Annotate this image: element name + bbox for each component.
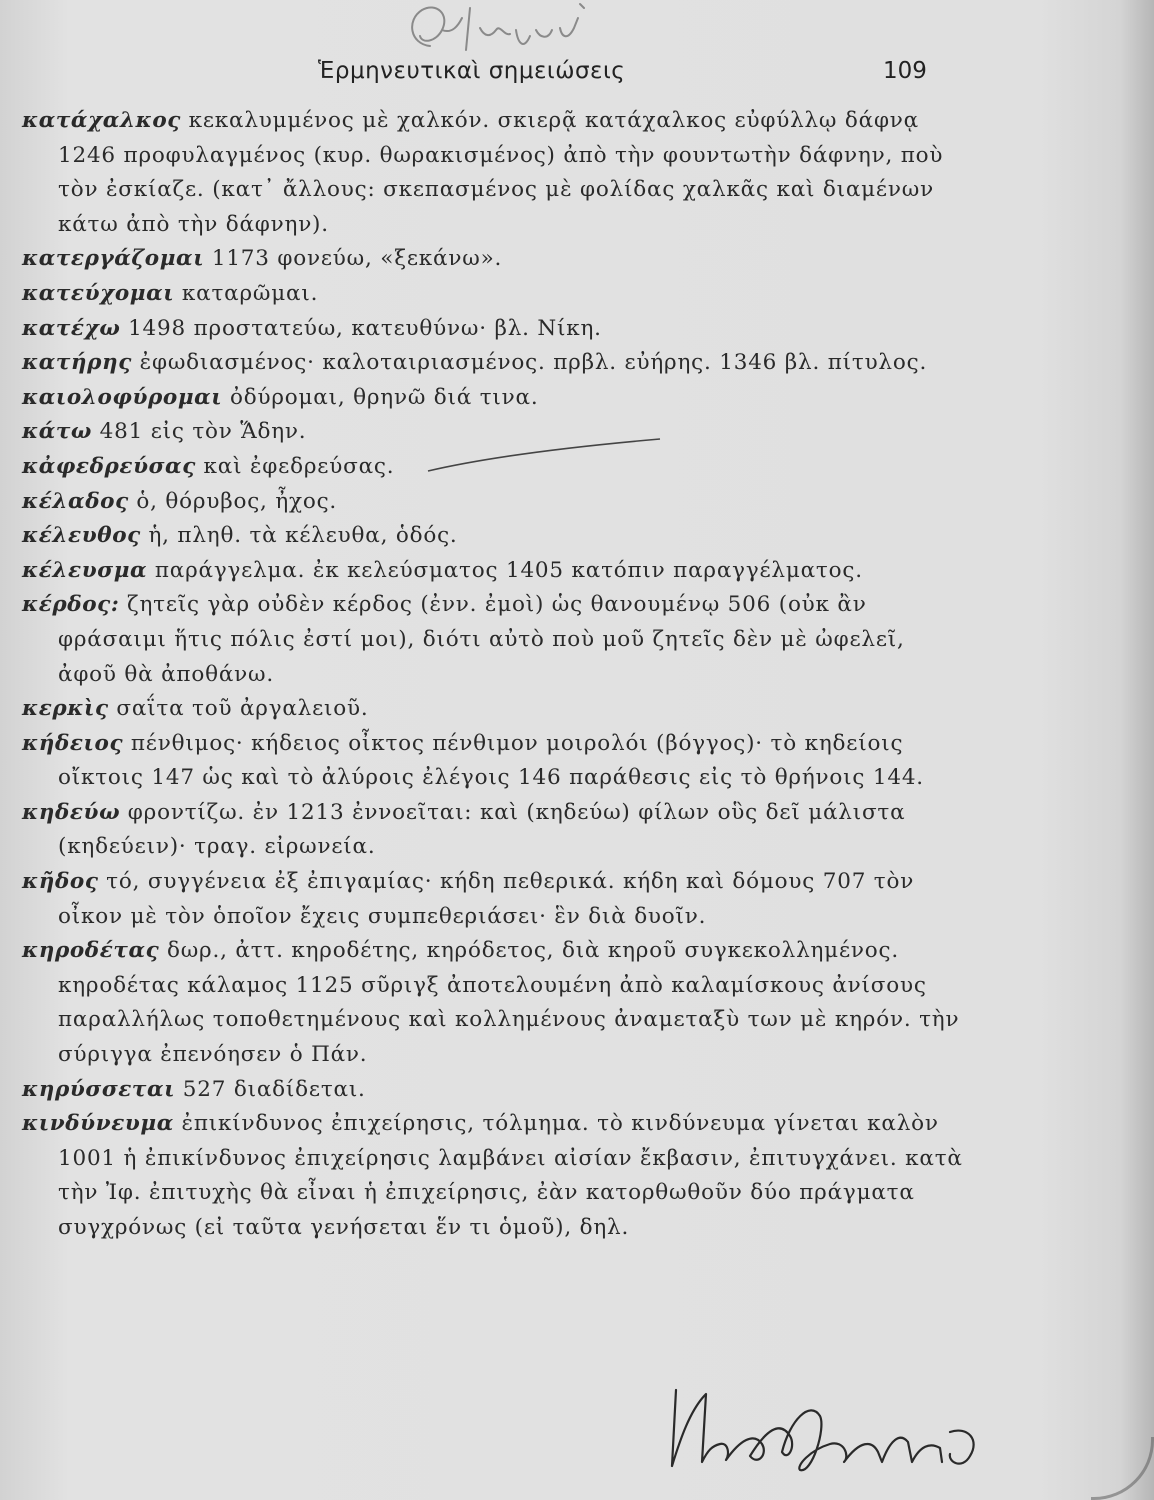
pen-strikethrough-mark [398, 427, 668, 477]
entry-definition: ὁ, θόρυβος, ἦχος. [136, 488, 338, 514]
glossary-entry [22, 104, 970, 242]
entry-definition: 527 διαδίδεται. [182, 1076, 366, 1102]
entry-lemma: κατέχω [22, 315, 121, 341]
glossary-entry [22, 865, 970, 934]
glossary-entry [22, 588, 970, 692]
entry-definition: δωρ., ἀττ. κηροδέτης, κηρόδετος, διὰ κηροῦ συγκεκολλημένος. κηροδέτας κάλαμος 1125 σῦριγξ ἀποτελουμένη ἀπὸ καλαμίσκους ἀνίσους παραλλήλως τοποθετημένους καὶ κολλημένους ἀναμεταξὺ των μὲ κηρόν. τὴν σύριγγα ἐπενόησεν ὁ Πάν. [58, 938, 960, 1068]
entry-lemma: κἀφεδρεύσας [22, 453, 196, 479]
entry-lemma: κηροδέτας [22, 938, 160, 964]
entry-lemma: κατεύχομαι [22, 280, 175, 306]
entry-lemma: κήδειος [22, 730, 124, 756]
entry-definition: ἐπικίνδυνος ἐπιχείρησις, τόλμημα. τὸ κινδύνευμα γίνεται καλὸν 1001 ἡ ἐπικίνδυνος ἐπιχείρησις λαμβάνει αἰσίαν ἔκβασιν, ἐπιτυγχάνει. κατὰ τὴν Ἰφ. ἐπιτυχὴς θὰ εἶναι ἡ ἐπιχείρησις, ἐὰν κατορθωθοῦν δύο πράγματα συγχρόνως (εἰ ταῦτα γενήσεται ἕν τι ὁμοῦ), δηλ. [58, 1111, 963, 1240]
entry-lemma: καιολοφύρομαι [22, 384, 223, 410]
glossary-entry [22, 1073, 970, 1108]
entry-definition: ὀδύρομαι, θρηνῶ διά τινα. [229, 384, 539, 410]
entry-definition: 481 εἰς τὸν Ἅδην. [99, 419, 307, 445]
glossary-entry [22, 381, 970, 416]
entry-definition: φροντίζω. ἐν 1213 ἐννοεῖται: καὶ (κηδεύω) φίλων οὓς δεῖ μάλιστα (κηδεύειν)· τραγ. εἰρωνεία. [58, 799, 906, 860]
glossary-entry [22, 242, 970, 277]
glossary-entry [22, 485, 970, 520]
entry-lemma: κέλευσμα [22, 557, 148, 583]
running-title: Ἑρμηνευτικαὶ σημειώσεις [318, 58, 626, 84]
entry-definition: ἡ, πληθ. τὰ κέλευθα, ὁδός. [148, 523, 458, 549]
entry-lemma: κηρύσσεται [22, 1076, 176, 1102]
entry-definition: παράγγελμα. ἐκ κελεύσματος 1405 κατόπιν παραγγέλματος. [154, 557, 863, 583]
glossary-entry [22, 1107, 970, 1245]
entry-lemma: κῆδος [22, 869, 99, 895]
entry-lemma: κέλευθος [22, 523, 141, 549]
entry-lemma: κέλαδος [22, 488, 129, 514]
handwritten-signature [650, 1370, 1010, 1480]
entry-definition: τό, συγγένεια ἐξ ἐπιγαμίας· κήδη πεθερικά. κήδη καὶ δόμους 707 τὸν οἶκον μὲ τὸν ὁποῖον ἔχεις συμπεθεριάσει· ἓν διὰ δυοῖν. [58, 869, 915, 929]
entry-definition: 1173 φονεύω, «ξεκάνω». [211, 246, 503, 272]
glossary-entry [22, 519, 970, 554]
entry-lemma: κέρδος: [22, 592, 120, 618]
entry-definition: πένθιμος· κήδειος οἶκτος πένθιμον μοιρολόι (βόγγος)· τὸ κηδείοις οἴκτοις 147 ὡς καὶ τὸ ἀλύροις ἐλέγοις 146 παράθεσις εἰς τὸ θρήνοις 144. [58, 730, 924, 791]
entry-definition: ἐφωδιασμένος· καλοταιριασμένος. πρβλ. εὐήρης. 1346 βλ. πίτυλος. [139, 350, 928, 376]
glossary-entry [22, 796, 970, 865]
page-number: 109 [883, 58, 927, 84]
running-head [0, 58, 1154, 92]
entry-definition: ζητεῖς γὰρ οὐδὲν κέρδος (ἐνν. ἐμοὶ) ὡς θανουμένῳ 506 (οὐκ ἂν φράσαιμι ἥτις πόλις ἐστί μοι), διότι αὐτὸ ποὺ μοῦ ζητεῖς δὲν μὲ ὠφελεῖ, ἀφοῦ θὰ ἀποθάνω. [58, 592, 905, 687]
entry-definition: καὶ ἐφεδρεύσας. [203, 453, 395, 479]
entry-lemma: κατήρης [22, 350, 132, 376]
entry-lemma: κάτω [22, 419, 92, 445]
glossary-entry [22, 312, 970, 347]
glossary-entry [22, 727, 970, 796]
glossary-entry [22, 934, 970, 1072]
entry-definition: σαΐτα τοῦ ἀργαλειοῦ. [116, 696, 369, 722]
entry-lemma: κηδεύω [22, 799, 121, 825]
entry-definition: 1498 προστατεύω, κατευθύνω· βλ. Νίκη. [128, 315, 602, 341]
entry-lemma: κατάχαλκος [22, 108, 181, 133]
entry-lemma: κερκὶς [22, 696, 109, 722]
glossary-entry [22, 692, 970, 727]
glossary-entry [22, 554, 970, 589]
entry-lemma: κατεργάζομαι [22, 246, 205, 272]
glossary-entries [22, 104, 970, 1246]
page-edge-shadow [1120, 0, 1154, 1500]
entry-definition: καταρῶμαι. [181, 280, 319, 306]
entry-lemma: κινδύνευμα [22, 1111, 174, 1137]
entry-definition: κεκαλυμμένος μὲ χαλκόν. σκιερᾷ κατάχαλκος εὐφύλλῳ δάφνᾳ 1246 προφυλαγμένος (κυρ. θωρακισμένος) ἀπὸ τὴν φουντωτὴν δάφνην, ποὺ τὸν ἐσκίαζε. (κατ᾽ ἄλλους: σκεπασμένος μὲ φολίδας χαλκᾶς καὶ διαμένων κάτω ἀπὸ τὴν δάφνην). [58, 108, 944, 237]
pencil-annotation [392, 0, 602, 56]
glossary-entry [22, 277, 970, 312]
glossary-entry [22, 346, 970, 381]
